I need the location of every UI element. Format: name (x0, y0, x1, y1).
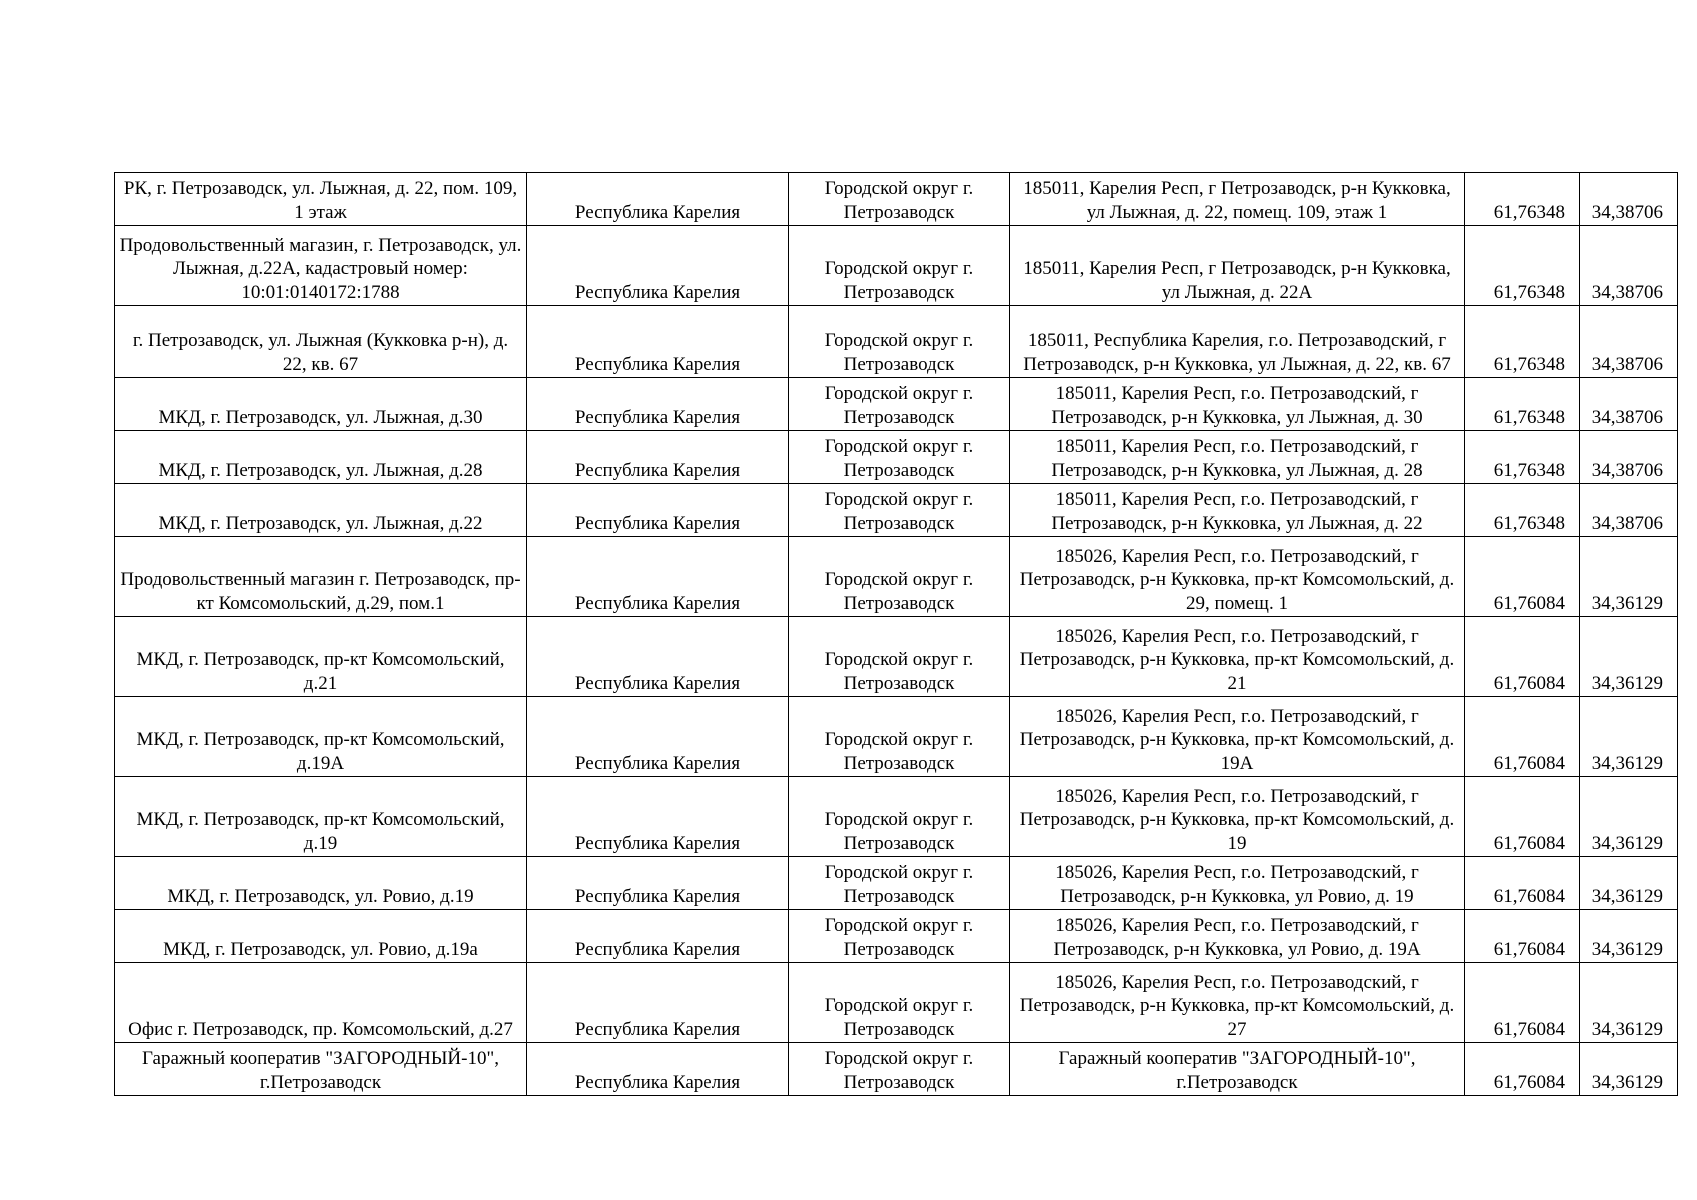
cell-region: Республика Карелия (527, 1043, 789, 1096)
cell-object-name: Продовольственный магазин г. Петрозаводск, пр-кт Комсомольский, д.29, пом.1 (115, 537, 527, 617)
cell-object-name: МКД, г. Петрозаводск, пр-кт Комсомольский, д.19 (115, 777, 527, 857)
cell-fias-address: 185011, Карелия Респ, г.о. Петрозаводский, г Петрозаводск, р-н Кукковка, ул Лыжная, д. 22 (1010, 484, 1465, 537)
cell-fias-address: 185011, Карелия Респ, г Петрозаводск, р-н Кукковка, ул Лыжная, д. 22, помещ. 109, этаж 1 (1010, 173, 1465, 226)
table-row (115, 857, 1678, 910)
cell-longitude: 34,38706 (1580, 431, 1678, 484)
cell-latitude: 61,76348 (1465, 306, 1580, 378)
cell-fias-address: 185011, Карелия Респ, г.о. Петрозаводский, г Петрозаводск, р-н Кукковка, ул Лыжная, д. 28 (1010, 431, 1465, 484)
cell-fias-address: 185011, Карелия Респ, г.о. Петрозаводский, г Петрозаводск, р-н Кукковка, ул Лыжная, д. 30 (1010, 378, 1465, 431)
cell-latitude: 61,76348 (1465, 484, 1580, 537)
cell-region: Республика Карелия (527, 963, 789, 1043)
cell-municipality: Городской округ г. Петрозаводск (789, 697, 1010, 777)
table-body (115, 173, 1678, 1096)
cell-latitude: 61,76084 (1465, 777, 1580, 857)
table-row (115, 226, 1678, 306)
cell-municipality: Городской округ г. Петрозаводск (789, 484, 1010, 537)
cell-fias-address: 185026, Карелия Респ, г.о. Петрозаводский, г Петрозаводск, р-н Кукковка, ул Ровио, д. 19 (1010, 857, 1465, 910)
cell-municipality: Городской округ г. Петрозаводск (789, 857, 1010, 910)
table-row (115, 306, 1678, 378)
address-table (114, 172, 1678, 1096)
cell-region: Республика Карелия (527, 910, 789, 963)
cell-latitude: 61,76084 (1465, 910, 1580, 963)
cell-object-name: МКД, г. Петрозаводск, ул. Лыжная, д.30 (115, 378, 527, 431)
cell-latitude: 61,76084 (1465, 537, 1580, 617)
cell-latitude: 61,76348 (1465, 431, 1580, 484)
cell-longitude: 34,36129 (1580, 963, 1678, 1043)
cell-longitude: 34,36129 (1580, 617, 1678, 697)
cell-region: Республика Карелия (527, 857, 789, 910)
cell-object-name: МКД, г. Петрозаводск, пр-кт Комсомольский, д.21 (115, 617, 527, 697)
cell-municipality: Городской округ г. Петрозаводск (789, 378, 1010, 431)
cell-region: Республика Карелия (527, 378, 789, 431)
cell-longitude: 34,38706 (1580, 173, 1678, 226)
cell-latitude: 61,76348 (1465, 226, 1580, 306)
table-row (115, 537, 1678, 617)
cell-longitude: 34,36129 (1580, 697, 1678, 777)
table-row (115, 697, 1678, 777)
table-row (115, 963, 1678, 1043)
cell-object-name: г. Петрозаводск, ул. Лыжная (Кукковка р-н), д. 22, кв. 67 (115, 306, 527, 378)
cell-region: Республика Карелия (527, 226, 789, 306)
table-row (115, 617, 1678, 697)
cell-municipality: Городской округ г. Петрозаводск (789, 173, 1010, 226)
cell-municipality: Городской округ г. Петрозаводск (789, 777, 1010, 857)
cell-region: Республика Карелия (527, 431, 789, 484)
cell-fias-address: 185026, Карелия Респ, г.о. Петрозаводский, г Петрозаводск, р-н Кукковка, пр-кт Комсомольский, д. 19 (1010, 777, 1465, 857)
cell-object-name: Продовольственный магазин, г. Петрозаводск, ул. Лыжная, д.22А, кадастровый номер: 10:01:0140172:1788 (115, 226, 527, 306)
cell-longitude: 34,38706 (1580, 484, 1678, 537)
cell-latitude: 61,76348 (1465, 378, 1580, 431)
cell-region: Республика Карелия (527, 306, 789, 378)
cell-municipality: Городской округ г. Петрозаводск (789, 431, 1010, 484)
cell-fias-address: 185026, Карелия Респ, г.о. Петрозаводский, г Петрозаводск, р-н Кукковка, пр-кт Комсомольский, д. 27 (1010, 963, 1465, 1043)
cell-fias-address: 185011, Карелия Респ, г Петрозаводск, р-н Кукковка, ул Лыжная, д. 22А (1010, 226, 1465, 306)
table-row (115, 378, 1678, 431)
cell-municipality: Городской округ г. Петрозаводск (789, 537, 1010, 617)
table-row (115, 777, 1678, 857)
cell-latitude: 61,76084 (1465, 697, 1580, 777)
cell-longitude: 34,36129 (1580, 910, 1678, 963)
cell-longitude: 34,36129 (1580, 537, 1678, 617)
cell-object-name: МКД, г. Петрозаводск, пр-кт Комсомольский, д.19А (115, 697, 527, 777)
cell-object-name: МКД, г. Петрозаводск, ул. Ровио, д.19 (115, 857, 527, 910)
cell-latitude: 61,76084 (1465, 617, 1580, 697)
cell-object-name: Гаражный кооператив "ЗАГОРОДНЫЙ-10", г.Петрозаводск (115, 1043, 527, 1096)
cell-fias-address: 185026, Карелия Респ, г.о. Петрозаводский, г Петрозаводск, р-н Кукковка, пр-кт Комсомольский, д. 19А (1010, 697, 1465, 777)
cell-fias-address: Гаражный кооператив "ЗАГОРОДНЫЙ-10", г.Петрозаводск (1010, 1043, 1465, 1096)
table-row (115, 1043, 1678, 1096)
cell-region: Республика Карелия (527, 173, 789, 226)
cell-region: Республика Карелия (527, 484, 789, 537)
cell-latitude: 61,76084 (1465, 963, 1580, 1043)
cell-fias-address: 185011, Республика Карелия, г.о. Петрозаводский, г Петрозаводск, р-н Кукковка, ул Лыжная, д. 22, кв. 67 (1010, 306, 1465, 378)
cell-latitude: 61,76084 (1465, 1043, 1580, 1096)
cell-longitude: 34,38706 (1580, 378, 1678, 431)
cell-object-name: РК, г. Петрозаводск, ул. Лыжная, д. 22, пом. 109, 1 этаж (115, 173, 527, 226)
cell-fias-address: 185026, Карелия Респ, г.о. Петрозаводский, г Петрозаводск, р-н Кукковка, ул Ровио, д. 19А (1010, 910, 1465, 963)
table-row (115, 431, 1678, 484)
cell-municipality: Городской округ г. Петрозаводск (789, 306, 1010, 378)
cell-municipality: Городской округ г. Петрозаводск (789, 1043, 1010, 1096)
table-row (115, 484, 1678, 537)
cell-latitude: 61,76348 (1465, 173, 1580, 226)
cell-latitude: 61,76084 (1465, 857, 1580, 910)
cell-region: Республика Карелия (527, 617, 789, 697)
cell-object-name: МКД, г. Петрозаводск, ул. Лыжная, д.28 (115, 431, 527, 484)
cell-longitude: 34,38706 (1580, 226, 1678, 306)
cell-fias-address: 185026, Карелия Респ, г.о. Петрозаводский, г Петрозаводск, р-н Кукковка, пр-кт Комсомольский, д. 21 (1010, 617, 1465, 697)
cell-longitude: 34,36129 (1580, 1043, 1678, 1096)
cell-region: Республика Карелия (527, 537, 789, 617)
cell-longitude: 34,36129 (1580, 857, 1678, 910)
cell-municipality: Городской округ г. Петрозаводск (789, 963, 1010, 1043)
cell-longitude: 34,36129 (1580, 777, 1678, 857)
cell-object-name: МКД, г. Петрозаводск, ул. Ровио, д.19а (115, 910, 527, 963)
cell-municipality: Городской округ г. Петрозаводск (789, 226, 1010, 306)
cell-municipality: Городской округ г. Петрозаводск (789, 910, 1010, 963)
cell-municipality: Городской округ г. Петрозаводск (789, 617, 1010, 697)
cell-object-name: МКД, г. Петрозаводск, ул. Лыжная, д.22 (115, 484, 527, 537)
cell-fias-address: 185026, Карелия Респ, г.о. Петрозаводский, г Петрозаводск, р-н Кукковка, пр-кт Комсомольский, д. 29, помещ. 1 (1010, 537, 1465, 617)
cell-object-name: Офис г. Петрозаводск, пр. Комсомольский, д.27 (115, 963, 527, 1043)
cell-region: Республика Карелия (527, 777, 789, 857)
cell-region: Республика Карелия (527, 697, 789, 777)
cell-longitude: 34,38706 (1580, 306, 1678, 378)
table-row (115, 910, 1678, 963)
table-row (115, 173, 1678, 226)
